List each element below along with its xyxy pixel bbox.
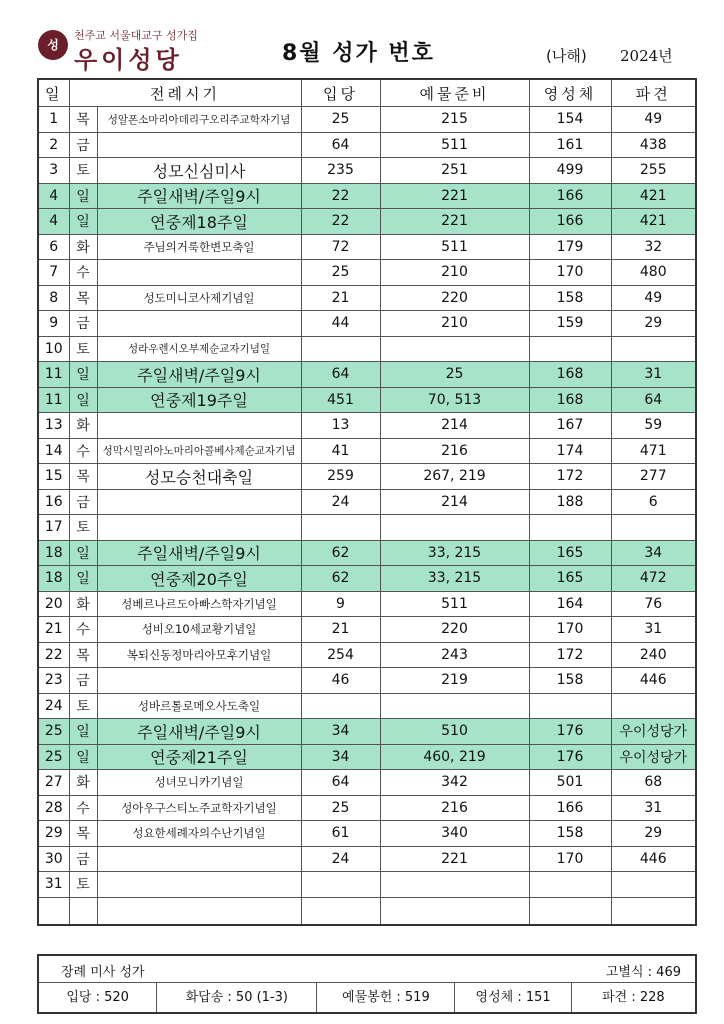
table-header-row (38, 79, 696, 107)
col-header-communion: 영성체 (529, 79, 611, 107)
offertory-hymn-cell: 511 (380, 234, 529, 260)
entrance-hymn-cell: 62 (301, 566, 380, 592)
table-row (38, 132, 696, 158)
celebration-cell: 성비오10세교황기념일 (97, 617, 301, 643)
dismissal-hymn-cell: 49 (611, 107, 696, 133)
weekday-cell: 금 (69, 846, 97, 872)
entrance-hymn-cell: 46 (301, 668, 380, 694)
entrance-hymn-cell: 21 (301, 617, 380, 643)
offertory-hymn-cell: 340 (380, 821, 529, 847)
table-row (38, 234, 696, 260)
dismissal-hymn-cell: 64 (611, 387, 696, 413)
offertory-hymn-cell: 511 (380, 132, 529, 158)
liturgical-year-label: (나해) (546, 47, 587, 65)
entrance-hymn-cell: 25 (301, 260, 380, 286)
day-cell: 7 (38, 260, 69, 286)
table-row (38, 540, 696, 566)
entrance-hymn-cell: 24 (301, 846, 380, 872)
offertory-hymn-cell: 511 (380, 591, 529, 617)
celebration-cell (97, 846, 301, 872)
day-cell: 2 (38, 132, 69, 158)
communion-hymn-cell (529, 336, 611, 362)
col-header-season: 전례시기 (69, 79, 301, 107)
table-row (38, 311, 696, 337)
entrance-hymn-cell: 25 (301, 795, 380, 821)
col-header-day: 일 (38, 79, 69, 107)
day-cell: 8 (38, 285, 69, 311)
day-cell: 11 (38, 387, 69, 413)
entrance-hymn-cell (301, 693, 380, 719)
celebration-cell: 연중제20주일 (97, 566, 301, 592)
dismissal-hymn-cell: 6 (611, 489, 696, 515)
communion-hymn-cell: 167 (529, 413, 611, 439)
celebration-cell: 성알폰소마리아데리구오리주교학자기념 (97, 107, 301, 133)
hymn-schedule-table (37, 78, 697, 926)
communion-hymn-cell: 174 (529, 438, 611, 464)
dismissal-hymn-cell: 446 (611, 846, 696, 872)
offertory-hymn-cell (380, 693, 529, 719)
entrance-hymn-cell: 64 (301, 770, 380, 796)
weekday-cell: 금 (69, 311, 97, 337)
table-row (38, 719, 696, 745)
dismissal-hymn-cell: 29 (611, 821, 696, 847)
day-cell: 4 (38, 209, 69, 235)
year-label: 2024년 (620, 47, 673, 65)
entrance-hymn-cell: 62 (301, 540, 380, 566)
dismissal-hymn-cell: 우이성당가 (611, 719, 696, 745)
col-header-dismissal: 파견 (611, 79, 696, 107)
weekday-cell: 일 (69, 209, 97, 235)
entrance-hymn-cell: 61 (301, 821, 380, 847)
offertory-hymn-cell: 221 (380, 846, 529, 872)
entrance-hymn-cell: 451 (301, 387, 380, 413)
funeral-hymn-row (39, 983, 695, 1012)
table-row (38, 846, 696, 872)
communion-hymn-cell: 154 (529, 107, 611, 133)
communion-hymn-cell: 166 (529, 795, 611, 821)
communion-hymn-cell (529, 693, 611, 719)
entrance-hymn-cell: 259 (301, 464, 380, 490)
offertory-hymn-cell: 221 (380, 209, 529, 235)
entrance-hymn-cell: 25 (301, 107, 380, 133)
celebration-cell: 주님의거룩한변모축일 (97, 234, 301, 260)
entrance-hymn-cell: 9 (301, 591, 380, 617)
entrance-hymn-cell: 41 (301, 438, 380, 464)
table-row (38, 285, 696, 311)
dismissal-hymn-cell: 277 (611, 464, 696, 490)
day-cell: 15 (38, 464, 69, 490)
celebration-cell (97, 311, 301, 337)
entrance-hymn-cell: 22 (301, 183, 380, 209)
day-cell: 31 (38, 872, 69, 898)
table-row (38, 260, 696, 286)
offertory-hymn-cell: 214 (380, 413, 529, 439)
communion-hymn-cell: 176 (529, 744, 611, 770)
weekday-cell: 금 (69, 132, 97, 158)
day-cell: 28 (38, 795, 69, 821)
offertory-hymn-cell (380, 515, 529, 541)
communion-hymn-cell: 158 (529, 821, 611, 847)
celebration-cell: 성바르톨로메오사도축일 (97, 693, 301, 719)
weekday-cell: 목 (69, 285, 97, 311)
parish-logo: 성 (38, 30, 68, 60)
dismissal-hymn-cell (611, 515, 696, 541)
entrance-hymn-cell: 22 (301, 209, 380, 235)
day-cell: 21 (38, 617, 69, 643)
table-row (38, 387, 696, 413)
celebration-cell: 성모신심미사 (97, 158, 301, 184)
day-cell: 23 (38, 668, 69, 694)
weekday-cell: 토 (69, 158, 97, 184)
weekday-cell: 화 (69, 413, 97, 439)
col-header-offertory: 예물준비 (380, 79, 529, 107)
weekday-cell: 일 (69, 566, 97, 592)
weekday-cell: 일 (69, 387, 97, 413)
celebration-cell: 성도미니코사제기념일 (97, 285, 301, 311)
weekday-cell: 일 (69, 540, 97, 566)
celebration-cell: 성아우구스티노주교학자기념일 (97, 795, 301, 821)
offertory-hymn-cell: 460, 219 (380, 744, 529, 770)
celebration-cell (97, 413, 301, 439)
table-row (38, 693, 696, 719)
table-row (38, 209, 696, 235)
weekday-cell: 금 (69, 668, 97, 694)
entrance-hymn-cell: 34 (301, 744, 380, 770)
offertory-hymn-cell: 25 (380, 362, 529, 388)
celebration-cell: 성녀모니카기념일 (97, 770, 301, 796)
dismissal-hymn-cell: 59 (611, 413, 696, 439)
entrance-hymn-cell: 44 (301, 311, 380, 337)
weekday-cell: 토 (69, 872, 97, 898)
dismissal-hymn-cell: 240 (611, 642, 696, 668)
table-row (38, 872, 696, 898)
funeral-mass-title: 장례 미사 성가 (61, 965, 145, 980)
dismissal-hymn-cell: 31 (611, 617, 696, 643)
offertory-hymn-cell: 215 (380, 107, 529, 133)
table-row (38, 515, 696, 541)
day-cell: 10 (38, 336, 69, 362)
weekday-cell: 토 (69, 515, 97, 541)
communion-hymn-cell: 166 (529, 209, 611, 235)
funeral-offertory: 예물봉헌 : 519 (317, 983, 455, 1012)
celebration-cell: 성요한세례자의수난기념일 (97, 821, 301, 847)
communion-hymn-cell: 170 (529, 260, 611, 286)
offertory-hymn-cell: 220 (380, 285, 529, 311)
offertory-hymn-cell (380, 872, 529, 898)
offertory-hymn-cell: 251 (380, 158, 529, 184)
table-row (38, 566, 696, 592)
table-row (38, 362, 696, 388)
day-cell: 30 (38, 846, 69, 872)
dismissal-hymn-cell: 421 (611, 183, 696, 209)
communion-hymn-cell: 172 (529, 464, 611, 490)
entrance-hymn-cell: 24 (301, 489, 380, 515)
entrance-hymn-cell: 34 (301, 719, 380, 745)
communion-hymn-cell: 158 (529, 668, 611, 694)
dismissal-hymn-cell: 49 (611, 285, 696, 311)
weekday-cell: 목 (69, 642, 97, 668)
funeral-communion: 영성체 : 151 (455, 983, 571, 1012)
table-row (38, 591, 696, 617)
weekday-cell: 일 (69, 183, 97, 209)
day-cell: 3 (38, 158, 69, 184)
celebration-cell: 주일새벽/주일9시 (97, 540, 301, 566)
day-cell: 17 (38, 515, 69, 541)
weekday-cell: 수 (69, 617, 97, 643)
communion-hymn-cell: 176 (529, 719, 611, 745)
communion-hymn-cell: 501 (529, 770, 611, 796)
col-header-entrance: 입당 (301, 79, 380, 107)
dismissal-hymn-cell (611, 693, 696, 719)
celebration-cell: 성베르나르도아빠스학자기념일 (97, 591, 301, 617)
table-row (38, 821, 696, 847)
table-row (38, 158, 696, 184)
celebration-cell: 복되신동정마리아모후기념일 (97, 642, 301, 668)
offertory-hymn-cell: 33, 215 (380, 540, 529, 566)
day-cell: 1 (38, 107, 69, 133)
communion-hymn-cell: 159 (529, 311, 611, 337)
entrance-hymn-cell (301, 515, 380, 541)
communion-hymn-cell: 165 (529, 566, 611, 592)
offertory-hymn-cell: 220 (380, 617, 529, 643)
dismissal-hymn-cell: 29 (611, 311, 696, 337)
dismissal-hymn-cell: 68 (611, 770, 696, 796)
celebration-cell (97, 132, 301, 158)
communion-hymn-cell: 168 (529, 387, 611, 413)
dismissal-hymn-cell: 472 (611, 566, 696, 592)
communion-hymn-cell: 188 (529, 489, 611, 515)
entrance-hymn-cell: 13 (301, 413, 380, 439)
dismissal-hymn-cell: 31 (611, 362, 696, 388)
dismissal-hymn-cell: 446 (611, 668, 696, 694)
offertory-hymn-cell: 33, 215 (380, 566, 529, 592)
weekday-cell: 화 (69, 770, 97, 796)
funeral-psalm: 화답송 : 50 (1-3) (157, 983, 317, 1012)
celebration-cell: 성라우렌시오부제순교자기념일 (97, 336, 301, 362)
weekday-cell: 금 (69, 489, 97, 515)
day-cell: 27 (38, 770, 69, 796)
offertory-hymn-cell: 342 (380, 770, 529, 796)
day-cell: 9 (38, 311, 69, 337)
day-cell: 16 (38, 489, 69, 515)
offertory-hymn-cell (380, 336, 529, 362)
entrance-hymn-cell: 254 (301, 642, 380, 668)
celebration-cell: 주일새벽/주일9시 (97, 719, 301, 745)
entrance-hymn-cell (301, 872, 380, 898)
weekday-cell: 수 (69, 795, 97, 821)
entrance-hymn-cell: 21 (301, 285, 380, 311)
table-row-empty (38, 897, 696, 925)
celebration-cell: 성모승천대축일 (97, 464, 301, 490)
day-cell: 22 (38, 642, 69, 668)
weekday-cell: 토 (69, 693, 97, 719)
weekday-cell: 수 (69, 260, 97, 286)
communion-hymn-cell: 172 (529, 642, 611, 668)
offertory-hymn-cell: 267, 219 (380, 464, 529, 490)
dismissal-hymn-cell: 76 (611, 591, 696, 617)
day-cell: 25 (38, 719, 69, 745)
entrance-hymn-cell: 235 (301, 158, 380, 184)
funeral-mass-box (37, 954, 697, 1014)
dismissal-hymn-cell: 34 (611, 540, 696, 566)
celebration-cell: 연중제18주일 (97, 209, 301, 235)
offertory-hymn-cell: 210 (380, 311, 529, 337)
day-cell: 6 (38, 234, 69, 260)
page-title: 8월 성가 번호 (282, 41, 435, 66)
entrance-hymn-cell: 72 (301, 234, 380, 260)
dismissal-hymn-cell: 우이성당가 (611, 744, 696, 770)
offertory-hymn-cell: 214 (380, 489, 529, 515)
diocese-label: 천주교 서울대교구 성가집 (74, 29, 198, 42)
funeral-entrance: 입당 : 520 (39, 983, 157, 1012)
table-row (38, 464, 696, 490)
page-header (0, 0, 724, 72)
dismissal-hymn-cell: 471 (611, 438, 696, 464)
table-row (38, 642, 696, 668)
table-row (38, 183, 696, 209)
weekday-cell: 일 (69, 744, 97, 770)
celebration-cell (97, 515, 301, 541)
dismissal-hymn-cell: 421 (611, 209, 696, 235)
communion-hymn-cell: 161 (529, 132, 611, 158)
celebration-cell (97, 668, 301, 694)
farewell-rite-hymn: 고별식 : 469 (605, 965, 681, 980)
weekday-cell: 토 (69, 336, 97, 362)
offertory-hymn-cell: 216 (380, 795, 529, 821)
table-row (38, 770, 696, 796)
offertory-hymn-cell: 216 (380, 438, 529, 464)
dismissal-hymn-cell: 480 (611, 260, 696, 286)
day-cell: 25 (38, 744, 69, 770)
table-row (38, 668, 696, 694)
day-cell: 13 (38, 413, 69, 439)
weekday-cell: 일 (69, 362, 97, 388)
offertory-hymn-cell: 221 (380, 183, 529, 209)
day-cell: 18 (38, 540, 69, 566)
table-row (38, 107, 696, 133)
day-cell: 4 (38, 183, 69, 209)
offertory-hymn-cell: 219 (380, 668, 529, 694)
entrance-hymn-cell: 64 (301, 362, 380, 388)
weekday-cell: 화 (69, 234, 97, 260)
communion-hymn-cell: 164 (529, 591, 611, 617)
weekday-cell: 목 (69, 107, 97, 133)
communion-hymn-cell (529, 515, 611, 541)
celebration-cell (97, 260, 301, 286)
day-cell: 14 (38, 438, 69, 464)
table-row (38, 336, 696, 362)
offertory-hymn-cell: 210 (380, 260, 529, 286)
celebration-cell (97, 872, 301, 898)
communion-hymn-cell: 179 (529, 234, 611, 260)
celebration-cell: 연중제19주일 (97, 387, 301, 413)
weekday-cell: 화 (69, 591, 97, 617)
communion-hymn-cell: 158 (529, 285, 611, 311)
dismissal-hymn-cell: 32 (611, 234, 696, 260)
dismissal-hymn-cell: 438 (611, 132, 696, 158)
weekday-cell: 목 (69, 464, 97, 490)
funeral-dismissal: 파견 : 228 (602, 990, 665, 1005)
day-cell: 11 (38, 362, 69, 388)
offertory-hymn-cell: 510 (380, 719, 529, 745)
dismissal-hymn-cell (611, 336, 696, 362)
entrance-hymn-cell: 64 (301, 132, 380, 158)
funeral-header-row (39, 956, 695, 983)
entrance-hymn-cell (301, 336, 380, 362)
table-row (38, 744, 696, 770)
dismissal-hymn-cell: 255 (611, 158, 696, 184)
weekday-cell: 일 (69, 719, 97, 745)
day-cell: 24 (38, 693, 69, 719)
dismissal-hymn-cell (611, 872, 696, 898)
celebration-cell (97, 489, 301, 515)
communion-hymn-cell (529, 872, 611, 898)
communion-hymn-cell: 166 (529, 183, 611, 209)
parish-name: 우이성당 (74, 46, 183, 74)
offertory-hymn-cell: 243 (380, 642, 529, 668)
table-row (38, 489, 696, 515)
day-cell: 18 (38, 566, 69, 592)
communion-hymn-cell: 168 (529, 362, 611, 388)
offertory-hymn-cell: 70, 513 (380, 387, 529, 413)
communion-hymn-cell: 165 (529, 540, 611, 566)
communion-hymn-cell: 170 (529, 617, 611, 643)
weekday-cell: 목 (69, 821, 97, 847)
celebration-cell: 연중제21주일 (97, 744, 301, 770)
dismissal-hymn-cell: 31 (611, 795, 696, 821)
celebration-cell: 주일새벽/주일9시 (97, 362, 301, 388)
table-row (38, 438, 696, 464)
day-cell: 20 (38, 591, 69, 617)
celebration-cell: 주일새벽/주일9시 (97, 183, 301, 209)
day-cell: 29 (38, 821, 69, 847)
communion-hymn-cell: 499 (529, 158, 611, 184)
table-row (38, 795, 696, 821)
weekday-cell: 수 (69, 438, 97, 464)
celebration-cell: 성막시밀리아노마리아콜베사제순교자기념 (97, 438, 301, 464)
table-row (38, 617, 696, 643)
table-row (38, 413, 696, 439)
communion-hymn-cell: 170 (529, 846, 611, 872)
